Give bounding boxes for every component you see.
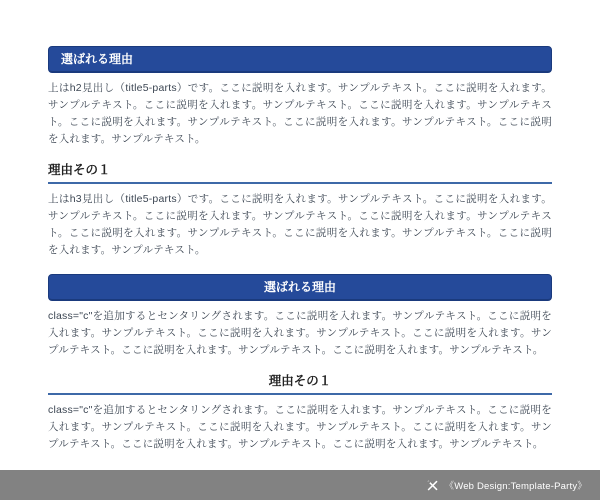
section-body-text: 上はh2見出し（title5-parts）です。ここに説明を入れます。サンプルテキスト。ここに説明を入れます。サンプルテキスト。ここに説明を入れます。サンプルテキスト。ここに説明を入れます。サンプルテキスト。ここに説明を入れます。サンプルテキスト。ここに説明を入れます。サンプルテキスト。ここに説明を入れます。サンプルテキスト。 (48, 82, 552, 145)
section-body-text: 上はh3見出し（title5-parts）です。ここに説明を入れます。サンプルテキスト。ここに説明を入れます。サンプルテキスト。ここに説明を入れます。サンプルテキスト。ここに説明を入れます。サンプルテキスト。ここに説明を入れます。サンプルテキスト。ここに説明を入れます。サンプルテキスト。ここに説明を入れます。サンプルテキスト。 (48, 193, 552, 256)
section-heading-banner-centered: 選ばれる理由 (48, 274, 552, 301)
section-body-text: class="c"を追加するとセンタリングされます。ここに説明を入れます。サンプルテキスト。ここに説明を入れます。サンプルテキスト。ここに説明を入れます。サンプルテキスト。ここに説明を入れます。サンプルテキスト。ここに説明を入れます。サンプルテキスト。ここに説明を入れます。サンプルテキスト。 (48, 310, 552, 356)
section-underline-left (48, 163, 552, 259)
footer-credit-link[interactable]: 《Web Design:Template-Party》 (444, 481, 587, 492)
footer-bar (0, 470, 600, 500)
section-body-text: class="c"を追加するとセンタリングされます。ここに説明を入れます。サンプルテキスト。ここに説明を入れます。サンプルテキスト。ここに説明を入れます。サンプルテキスト。ここに説明を入れます。サンプルテキスト。ここに説明を入れます。サンプルテキスト。ここに説明を入れます。サンプルテキスト。 (48, 404, 552, 450)
section-banner-left (48, 46, 552, 148)
section-underline-centered (48, 374, 552, 453)
section-heading-underline: 理由その１ (48, 163, 552, 184)
section-heading-banner: 選ばれる理由 (48, 46, 552, 73)
section-banner-centered (48, 274, 552, 359)
tools-icon (427, 480, 438, 491)
section-heading-underline-centered: 理由その１ (48, 374, 552, 395)
